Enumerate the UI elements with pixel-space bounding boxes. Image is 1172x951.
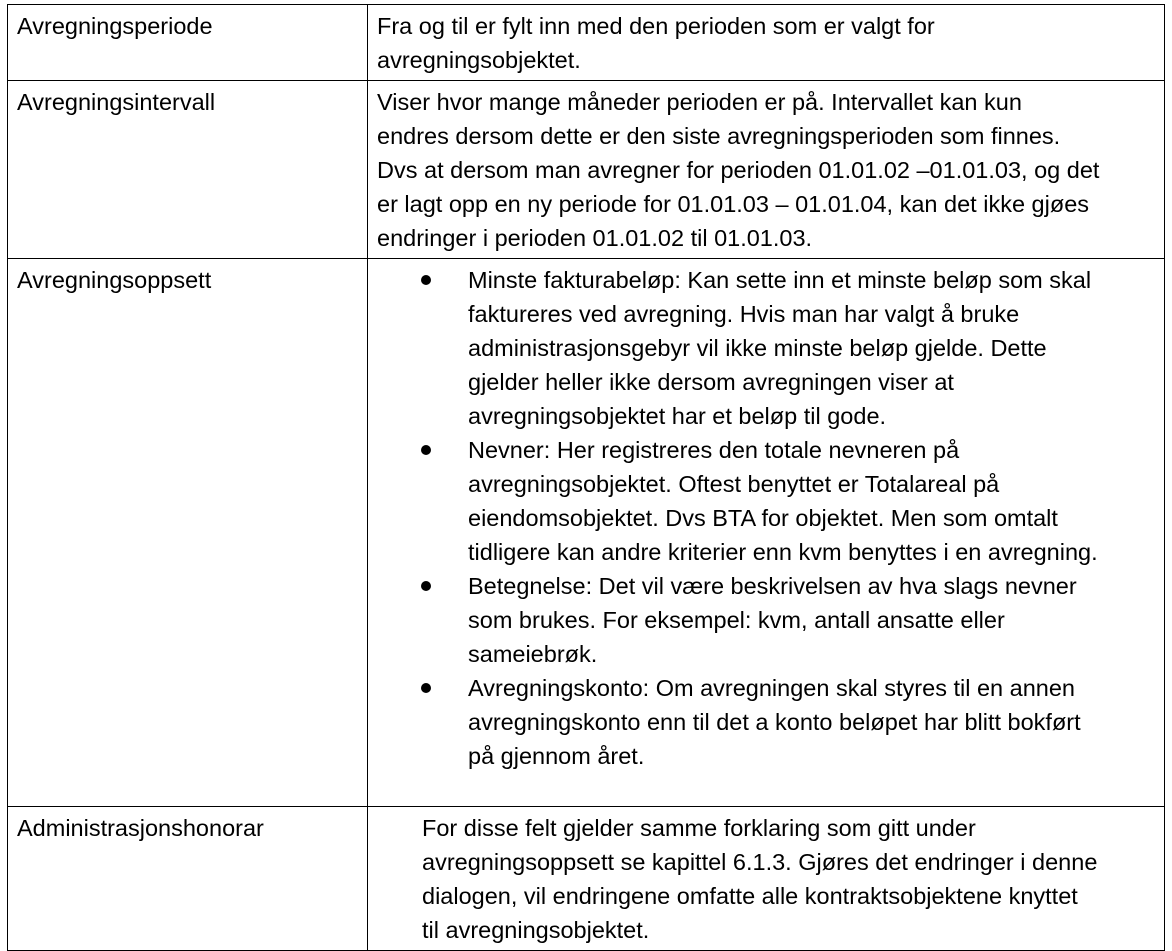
bullet-icon bbox=[421, 683, 431, 693]
description-cell bbox=[368, 807, 1165, 951]
description-line: er lagt opp en ny periode for 01.01.03 – 01.01.04, kan det ikke gjøes bbox=[377, 191, 1090, 217]
list-item bbox=[377, 433, 1164, 569]
description-line: faktureres ved avregning. Hvis man har valgt å bruke bbox=[468, 301, 1020, 327]
description-line: gjelder heller ikke dersom avregningen viser at bbox=[468, 369, 954, 395]
description-line: avregningsobjektet har et beløp til gode. bbox=[468, 403, 887, 429]
description-line: endres dersom dette er den siste avregningsperioden som finnes. bbox=[377, 123, 1061, 149]
bullet-icon bbox=[421, 445, 431, 455]
description-line: Viser hvor mange måneder perioden er på. Intervallet kan kun bbox=[377, 89, 1022, 115]
list-item bbox=[377, 569, 1164, 671]
term-label: Avregningsintervall bbox=[17, 89, 216, 115]
term-label: Avregningsoppsett bbox=[17, 267, 212, 293]
list-item bbox=[377, 671, 1164, 773]
table-row-avregningsoppsett bbox=[8, 259, 1165, 807]
description-line: Dvs at dersom man avregner for perioden 01.01.02 –01.01.03, og det bbox=[377, 157, 1100, 183]
description-line: administrasjonsgebyr vil ikke minste beløp gjelde. Dette bbox=[468, 335, 1047, 361]
description-line: dialogen, vil endringene omfatte alle kontraktsobjektene knyttet bbox=[422, 883, 1078, 909]
description-line: Fra og til er fylt inn med den perioden som er valgt for bbox=[377, 13, 935, 39]
table-row-avregningsperiode bbox=[8, 5, 1165, 81]
description-line: eiendomsobjektet. Dvs BTA for objektet. Men som omtalt bbox=[468, 505, 1058, 531]
table-row-avregningsintervall bbox=[8, 81, 1165, 259]
description-line: avregningsobjektet. Oftest benyttet er Totalareal på bbox=[468, 471, 1000, 497]
bullet-icon bbox=[421, 581, 431, 591]
description-cell bbox=[368, 259, 1165, 807]
description-line: Avregningskonto: Om avregningen skal styres til en annen bbox=[468, 675, 1075, 701]
description-line: avregningskonto enn til det a konto beløpet har blitt bokført bbox=[468, 709, 1081, 735]
description-line: Betegnelse: Det vil være beskrivelsen av hva slags nevner bbox=[468, 573, 1077, 599]
description-cell bbox=[368, 81, 1165, 259]
description-cell bbox=[368, 5, 1165, 81]
description-line: til avregningsobjektet. bbox=[422, 917, 650, 943]
term-cell bbox=[8, 259, 368, 807]
list-item bbox=[377, 263, 1164, 433]
description-line: avregningsoppsett se kapittel 6.1.3. Gjøres det endringer i denne bbox=[422, 849, 1098, 875]
term-cell bbox=[8, 5, 368, 81]
description-line: på gjennom året. bbox=[468, 743, 645, 769]
bullet-icon bbox=[421, 275, 431, 285]
description-line: avregningsobjektet. bbox=[377, 47, 581, 73]
table-row-administrasjonshonorar bbox=[8, 807, 1165, 951]
term-label: Administrasjonshonorar bbox=[17, 815, 264, 841]
description-line: tidligere kan andre kriterier enn kvm benyttes i en avregning. bbox=[468, 539, 1098, 565]
term-cell bbox=[8, 807, 368, 951]
description-line: Minste fakturabeløp: Kan sette inn et minste beløp som skal bbox=[468, 267, 1092, 293]
description-line: Nevner: Her registreres den totale nevneren på bbox=[468, 437, 960, 463]
description-line: som brukes. For eksempel: kvm, antall ansatte eller bbox=[468, 607, 1005, 633]
description-line: endringer i perioden 01.01.02 til 01.01.03. bbox=[377, 225, 813, 251]
term-cell bbox=[8, 81, 368, 259]
definition-table bbox=[7, 4, 1165, 951]
bullet-list bbox=[377, 263, 1164, 773]
description-line: For disse felt gjelder samme forklaring som gitt under bbox=[422, 815, 976, 841]
term-label: Avregningsperiode bbox=[17, 13, 213, 39]
description-line: sameiebrøk. bbox=[468, 641, 598, 667]
